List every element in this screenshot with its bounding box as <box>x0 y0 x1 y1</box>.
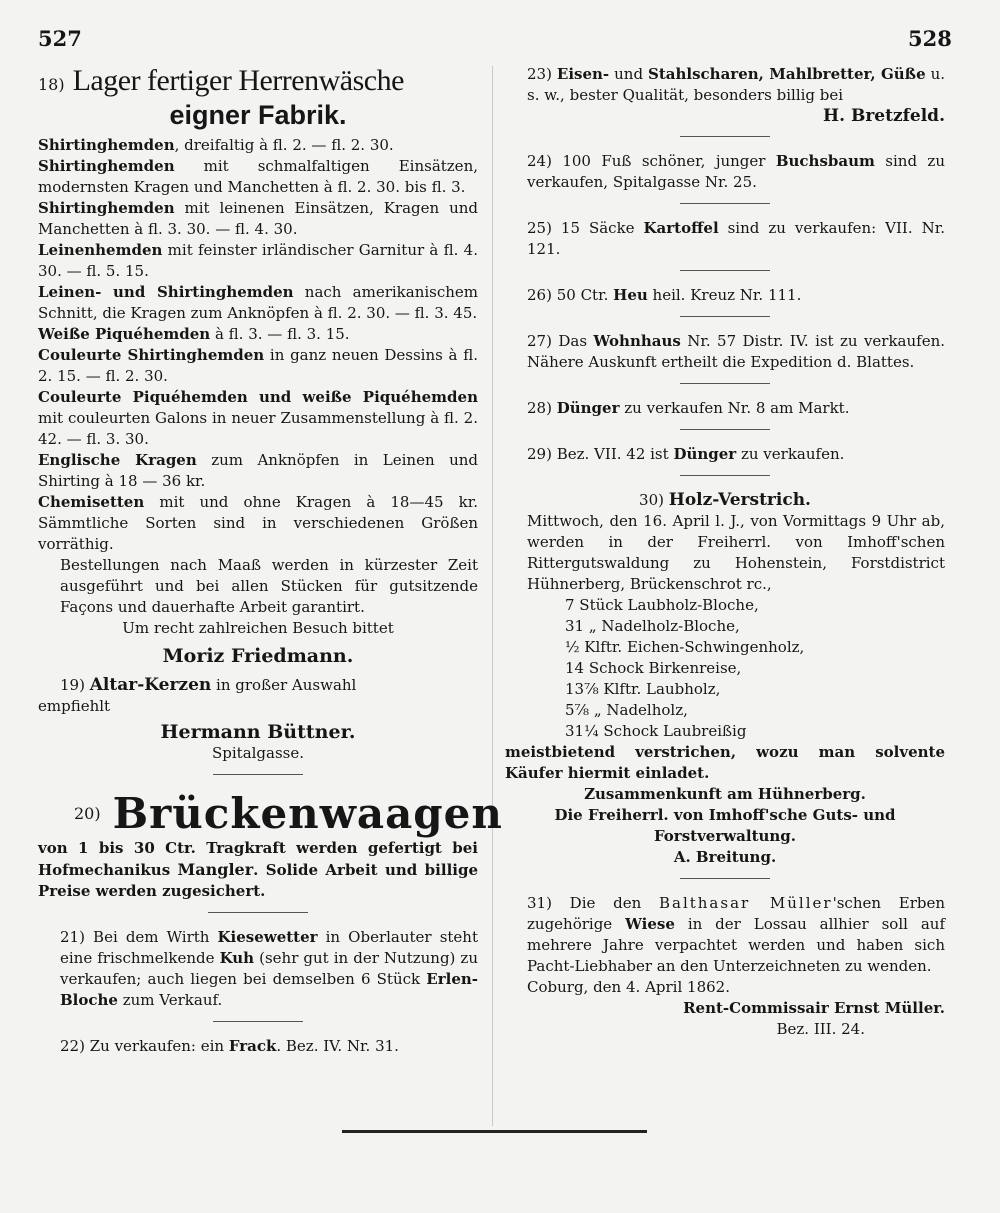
separator <box>680 878 770 879</box>
ad-23 <box>505 64 945 137</box>
ad-text: 29) Bez. VII. 42 ist Dünger zu verkaufen. <box>527 445 845 463</box>
list-item: 31¼ Schock Laubreißig <box>565 722 747 740</box>
ad-25 <box>505 218 945 271</box>
ad-text: 31) Die den Balthasar Müller'schen Erben zugehörige Wiese in der Lossau allhier soll auf mehrere Jahre verpachtet werden und haben sich Pacht-Liebhaber an den Unterzeichneten zu wenden. <box>527 894 946 975</box>
ad-place: Spitalgasse. <box>211 744 305 762</box>
product-line: Weiße Piquéhemden à fl. 3. — fl. 3. 15. <box>38 325 350 343</box>
separator <box>213 774 303 775</box>
ad-number: 20) <box>74 804 101 823</box>
product-line: Couleurte Piquéhemden und weiße Piquéhemden mit couleurten Galons in neuer Zusammenstellung à fl. 2. 42. — fl. 3. 30. <box>38 388 478 448</box>
ad-text: 26) 50 Ctr. Heu heil. Kreuz Nr. 111. <box>527 286 802 304</box>
ad-title: Lager fertiger Herrenwäsche <box>72 64 404 97</box>
separator <box>213 1021 303 1022</box>
ad-paragraph: meistbietend verstrichen, wozu man solvente Käufer hiermit einladet. <box>505 743 945 782</box>
page-end-rule <box>342 1130 647 1133</box>
ad-text: 19) Altar-Kerzen in großer Auswahl <box>60 675 357 695</box>
ad-28 <box>505 398 945 430</box>
ad-30 <box>505 490 945 879</box>
ad-subtitle: eigner Fabrik. <box>169 100 347 130</box>
ad-text: 24) 100 Fuß schöner, junger Buchsbaum sind zu verkaufen, Spitalgasse Nr. 25. <box>527 152 945 191</box>
ad-24 <box>505 151 945 204</box>
product-line: Shirtinghemden, dreifaltig à fl. 2. — fl. 2. 30. <box>38 136 394 154</box>
ad-address: Bez. III. 24. <box>776 1020 865 1038</box>
ad-text: 22) Zu verkaufen: ein Frack. Bez. IV. Nr. 31. <box>60 1037 399 1055</box>
separator <box>680 475 770 476</box>
ad-22 <box>38 1036 478 1057</box>
ad-signature: H. Bretzfeld. <box>823 106 945 126</box>
ad-number: 18) <box>38 75 65 94</box>
ad-27 <box>505 331 945 384</box>
page-number-left: 527 <box>38 26 82 51</box>
product-line: Englische Kragen zum Anknöpfen in Leinen und Shirting à 18 — 36 kr. <box>38 451 478 490</box>
ad-text: von 1 bis 30 Ctr. Tragkraft werden gefertigt bei Hofmechanikus Mangler. Solide Arbeit und billige Preise werden zugesichert. <box>38 839 478 900</box>
product-line: Chemisetten mit und ohne Kragen à 18—45 kr. Sämmtliche Sorten sind in verschiedenen Größen vorräthig. <box>38 493 478 553</box>
ad-31 <box>505 893 945 1040</box>
left-column <box>38 64 503 1065</box>
ad-20-heading <box>38 789 503 838</box>
separator <box>680 383 770 384</box>
ad-text: 27) Das Wohnhaus Nr. 57 Distr. IV. ist zu verkaufen. Nähere Auskunft ertheilt die Expedition d. Blattes. <box>527 332 946 371</box>
separator <box>680 136 770 137</box>
page-number-right: 528 <box>908 26 952 51</box>
product-line: Leinen- und Shirtinghemden nach amerikanischem Schnitt, die Kragen zum Anknöpfen à fl. 2. 30. — fl. 3. 45. <box>38 283 479 322</box>
ad-19 <box>38 675 478 775</box>
ad-signature-name: A. Breitung. <box>673 848 777 866</box>
ad-text: 21) Bei dem Wirth Kiesewetter in Oberlauter steht eine frischmelkende Kuh (sehr gut in der Nutzung) zu verkaufen; auch liegen bei demselben 6 Stück Erlen-Bloche zum Verkauf. <box>60 928 478 1009</box>
right-column <box>505 64 945 1048</box>
list-item: 14 Schock Birkenreise, <box>565 659 742 677</box>
ad-meeting: Zusammenkunft am Hühnerberg. <box>584 785 866 803</box>
ad-26 <box>505 285 945 317</box>
ad-20 <box>38 789 503 913</box>
list-item: 31 „ Nadelholz-Bloche, <box>565 617 740 635</box>
product-line: Shirtinghemden mit schmalfaltigen Einsätzen, modernsten Kragen und Manchetten à fl. 2. 30. bis fl. 3. <box>38 157 478 196</box>
ad-signature: Hermann Büttner. <box>160 721 356 743</box>
product-line: Shirtinghemden mit leinenen Einsätzen, Kragen und Manchetten à fl. 3. 30. — fl. 4. 30. <box>38 199 478 238</box>
column-divider <box>492 66 493 1126</box>
product-line: Couleurte Shirtinghemden in ganz neuen Dessins à fl. 2. 15. — fl. 2. 30. <box>38 346 478 385</box>
ad-29 <box>505 444 945 476</box>
ad-text: 25) 15 Säcke Kartoffel sind zu verkaufen: VII. Nr. 121. <box>527 219 945 258</box>
ad-signature-line: Die Freiherrl. von Imhoff'sche Guts- und <box>554 806 896 824</box>
ad-paragraph: Mittwoch, den 16. April l. J., von Vormittags 9 Uhr ab, werden in der Freiherrl. von Imhoff'schen Rittergutswaldung zu Hohenstein, Forstdistrict Hühnerberg, Brückenschrot rc., <box>527 512 945 593</box>
separator <box>680 270 770 271</box>
list-item: 5⅞ „ Nadelholz, <box>565 701 688 719</box>
ad-18 <box>38 64 478 667</box>
separator <box>680 316 770 317</box>
ad-text: 23) Eisen- und Stahlscharen, Mahlbretter, Güße u. s. w., bester Qualität, besonders billig bei <box>527 65 945 104</box>
product-line: Leinenhemden mit feinster irländischer Garnitur à fl. 4. 30. — fl. 5. 15. <box>38 241 478 280</box>
separator <box>680 429 770 430</box>
list-item: ½ Klftr. Eichen-Schwingenholz, <box>565 638 805 656</box>
list-item: 7 Stück Laubholz-Bloche, <box>565 596 759 614</box>
ad-heading: 30) Holz-Verstrich. <box>639 490 811 510</box>
separator <box>680 203 770 204</box>
ad-title: Brückenwaagen <box>112 789 503 838</box>
ad-signature: Rent-Commissair Ernst Müller. <box>683 999 945 1017</box>
separator <box>208 912 308 913</box>
ad-date: Coburg, den 4. April 1862. <box>527 978 730 996</box>
ad-signature-line: Forstverwaltung. <box>653 827 797 845</box>
ad-text: empfiehlt <box>38 697 111 715</box>
list-item: 13⅞ Klftr. Laubholz, <box>565 680 721 698</box>
item-list <box>505 595 945 742</box>
ad-paragraph: Bestellungen nach Maaß werden in kürzester Zeit ausgeführt und bei allen Stücken für gutsitzende Façons und dauerhafte Arbeit garantirt. <box>60 556 478 616</box>
ad-21 <box>38 927 478 1022</box>
ad-18-heading <box>38 64 478 98</box>
ad-text: 28) Dünger zu verkaufen Nr. 8 am Markt. <box>527 399 850 417</box>
ad-signature: Moriz Friedmann. <box>162 645 354 667</box>
ad-closing: Um recht zahlreichen Besuch bittet <box>122 619 394 637</box>
